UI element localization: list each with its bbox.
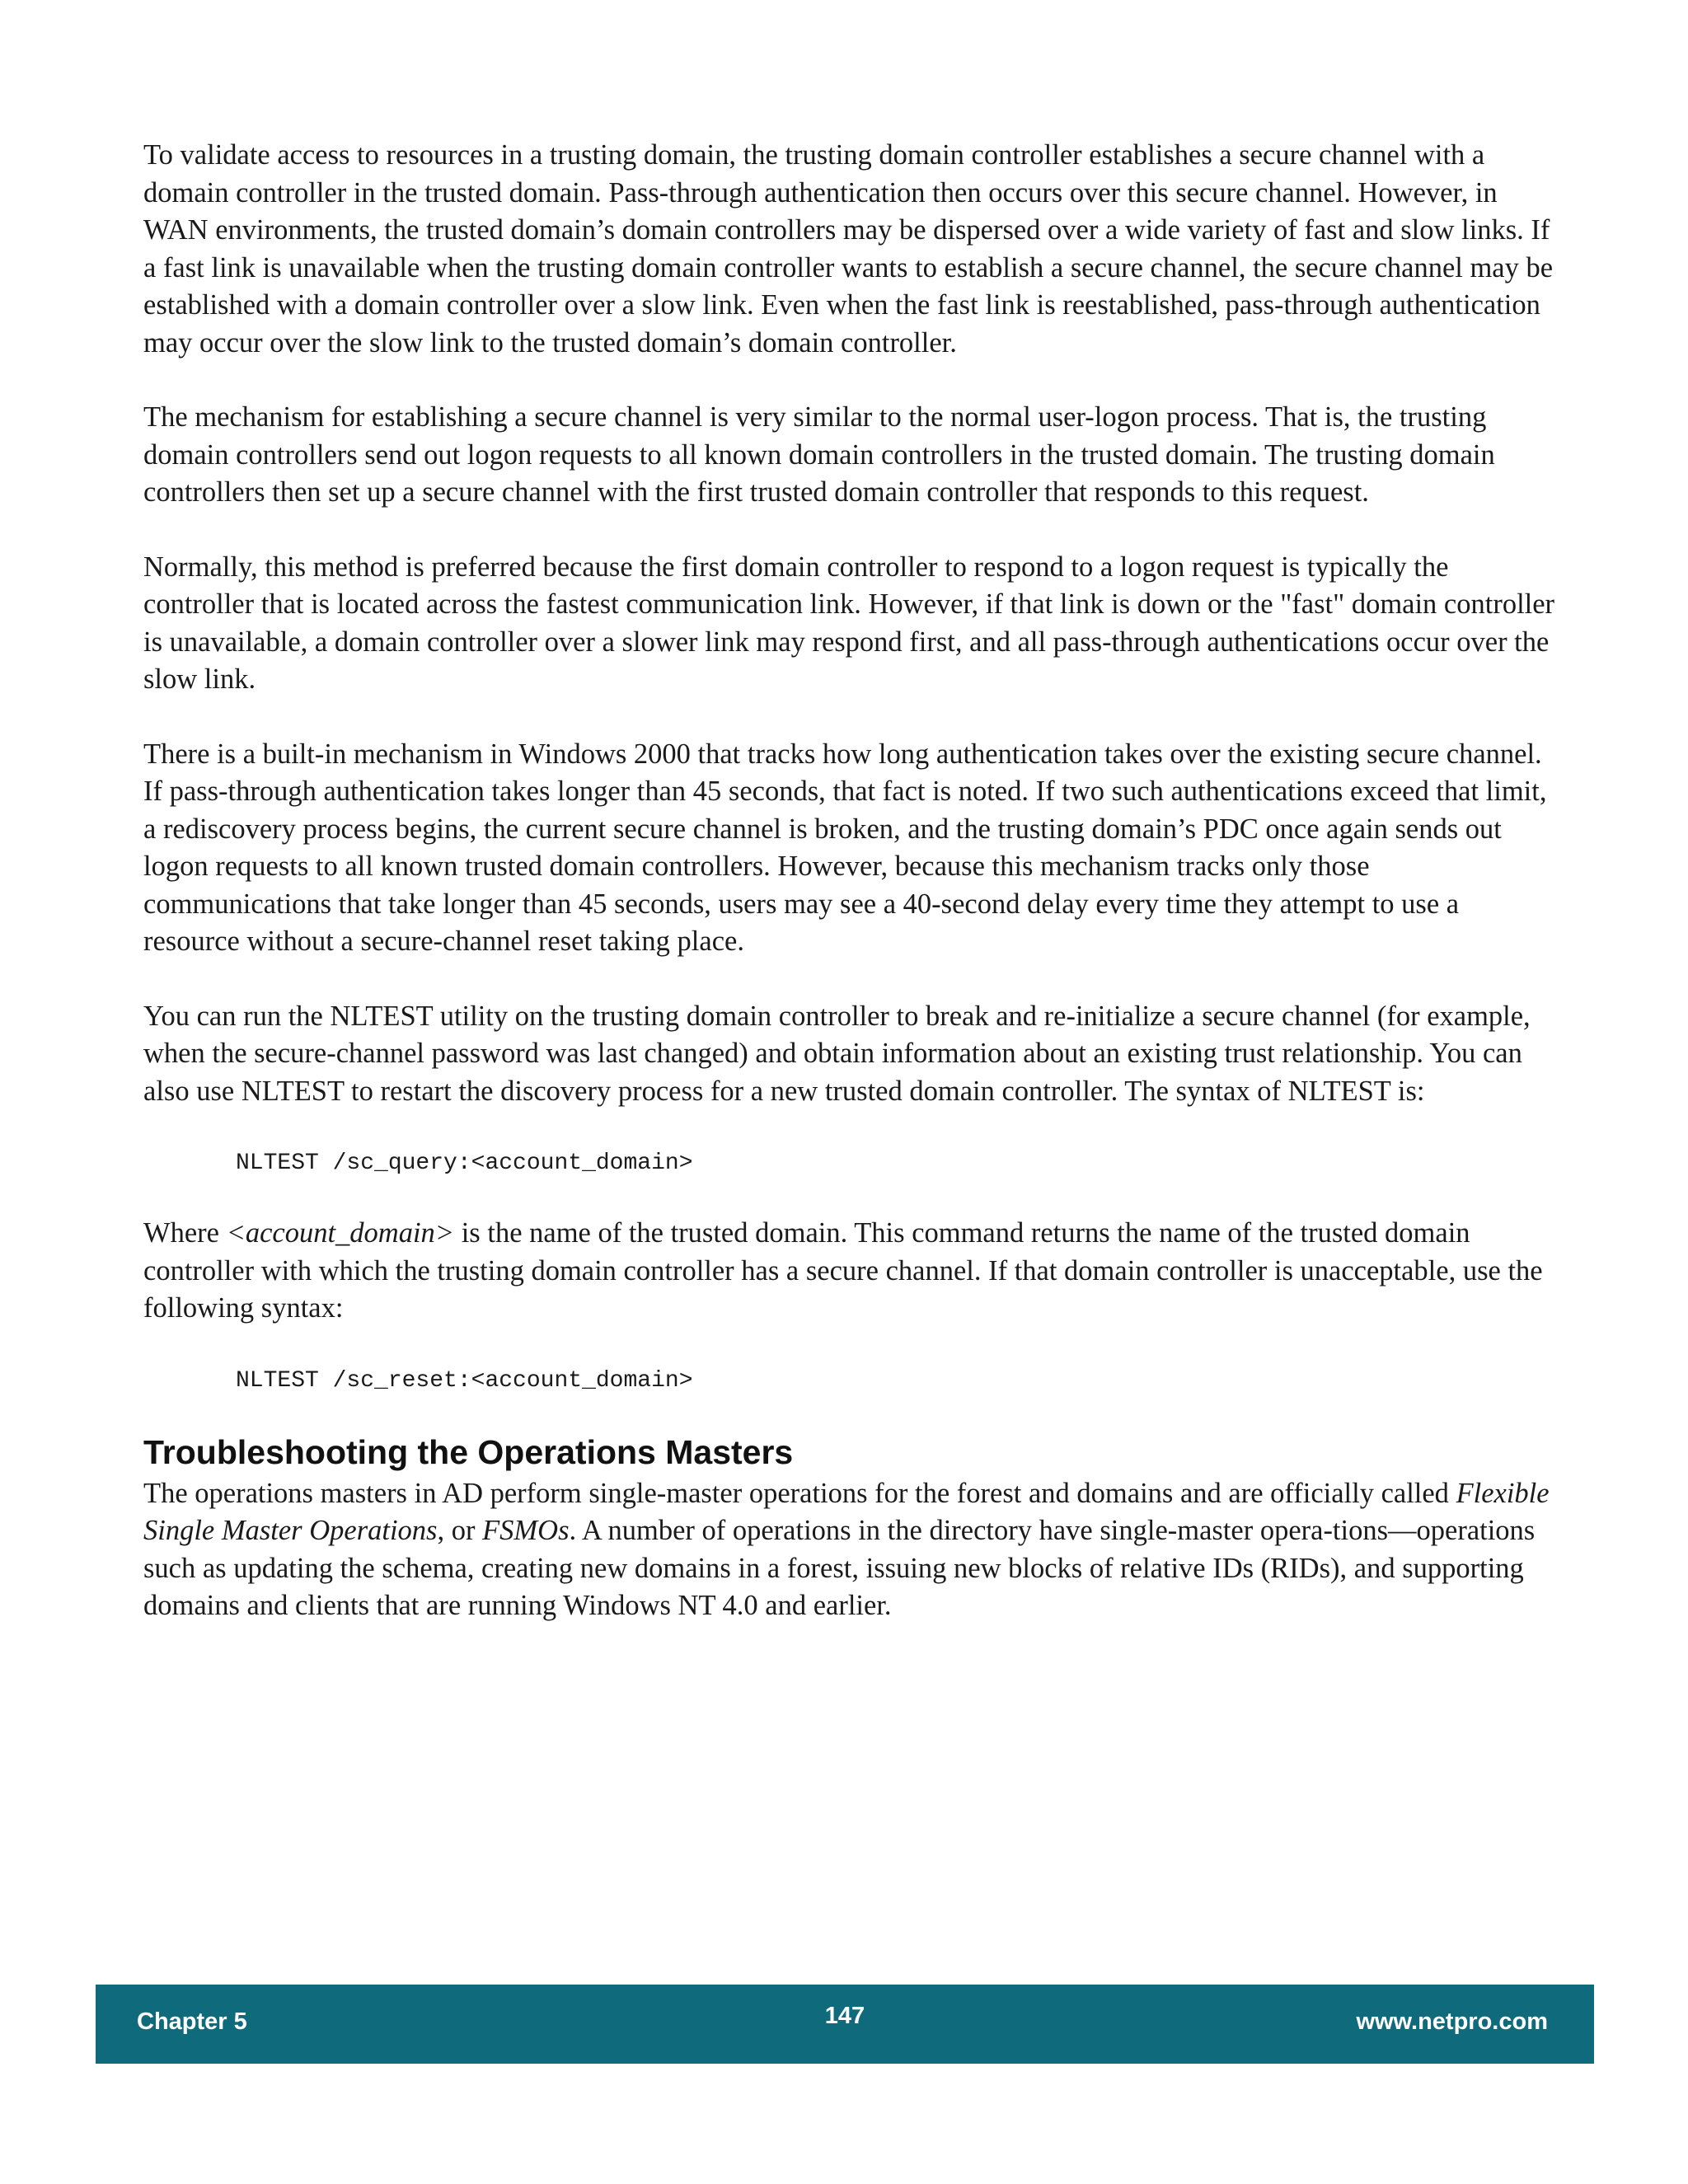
italic-fsmo: FSMOs (482, 1515, 570, 1546)
text-span: Where (143, 1217, 227, 1249)
code-sc-query: NLTEST /sc_query:<account_domain> (236, 1151, 693, 1176)
code-sc-reset: NLTEST /sc_reset:<account_domain> (236, 1367, 693, 1394)
italic-account-domain: <account_domain> (226, 1217, 455, 1249)
footer-website: www.netpro.com (1356, 2008, 1548, 2035)
paragraph-where (143, 1215, 1561, 1328)
page-body (143, 137, 1561, 1662)
footer-chapter: Chapter 5 (137, 2008, 247, 2035)
text-span: is the name of the trusted domain. This command returns the name of the trusted domain controller with which the trusting domain controller has a secure channel. If that domain controller is unacceptable, use the following syntax: (143, 1217, 1543, 1324)
section-heading: Troubleshooting the Operations Masters (143, 1432, 794, 1471)
page-footer (96, 1985, 1594, 2064)
paragraph-built-in-mechanism: There is a built-in mechanism in Windows 2000 that tracks how long authentication takes over the existing secure channel. If pass-through authentication takes longer than 45 seconds, that fact is noted. If two such authentications exceed that limit, a rediscovery process begins, the current secure channel is broken, and the trusting domain’s PDC once again sends out logon requests to all known trusted domain controllers. However, because this mechanism tracks only those communications that take longer than 45 seconds, users may see a 40-second delay every time they attempt to use a resource without a secure-channel reset taking place. (143, 738, 1547, 957)
paragraph-operations-masters (143, 1475, 1561, 1625)
paragraph-normally: Normally, this method is preferred because the first domain controller to respond to a logon request is typically the controller that is located across the fastest communication link. However, if that link is down or the "fast" domain controller is unavailable, a domain controller over a slower link may respond first, and all pass-through authentications occur over the slow link. (143, 551, 1555, 695)
text-span: , or (437, 1515, 483, 1546)
paragraph-mechanism: The mechanism for establishing a secure channel is very similar to the normal user-logon process. That is, the trusting domain controllers send out logon requests to all known domain controllers in the trusted domain. The trusting domain controllers then set up a secure channel with the first trusted domain controller that responds to this request. (143, 401, 1495, 508)
footer-page-number: 147 (824, 2003, 865, 2029)
paragraph-secure-channel: To validate access to resources in a trusting domain, the trusting domain controller establishes a secure channel with a domain controller in the trusted domain. Pass-through authentication then occurs over this secure channel. However, in WAN environments, the trusted domain’s domain controllers may be dispersed over a wide variety of fast and slow links. If a fast link is unavailable when the trusting domain controller wants to establish a secure channel, the secure channel may be established with a domain controller over a slow link. Even when the fast link is reestablished, pass-through authentication may occur over the slow link to the trusted domain’s domain controller. (143, 139, 1554, 359)
italic-fsmo-full: Flexible Single Master Operations (143, 1477, 1550, 1546)
paragraph-nltest: You can run the NLTEST utility on the trusting domain controller to break and re-initialize a secure channel (for example, when the secure-channel password was last changed) and obtain information about an existing trust relationship. You can also use NLTEST to restart the discovery process for a new trusted domain controller. The syntax of NLTEST is: (143, 1000, 1531, 1107)
text-span: The operations masters in AD perform single-master operations for the forest and domains and are officially called (143, 1477, 1456, 1509)
text-span: . A number of operations in the directory have single-master opera-tions—operations such as updating the schema, creating new domains in a forest, issuing new blocks of relative IDs (RIDs), and supporting domains and clients that are running Windows NT 4.0 and earlier. (143, 1515, 1536, 1621)
